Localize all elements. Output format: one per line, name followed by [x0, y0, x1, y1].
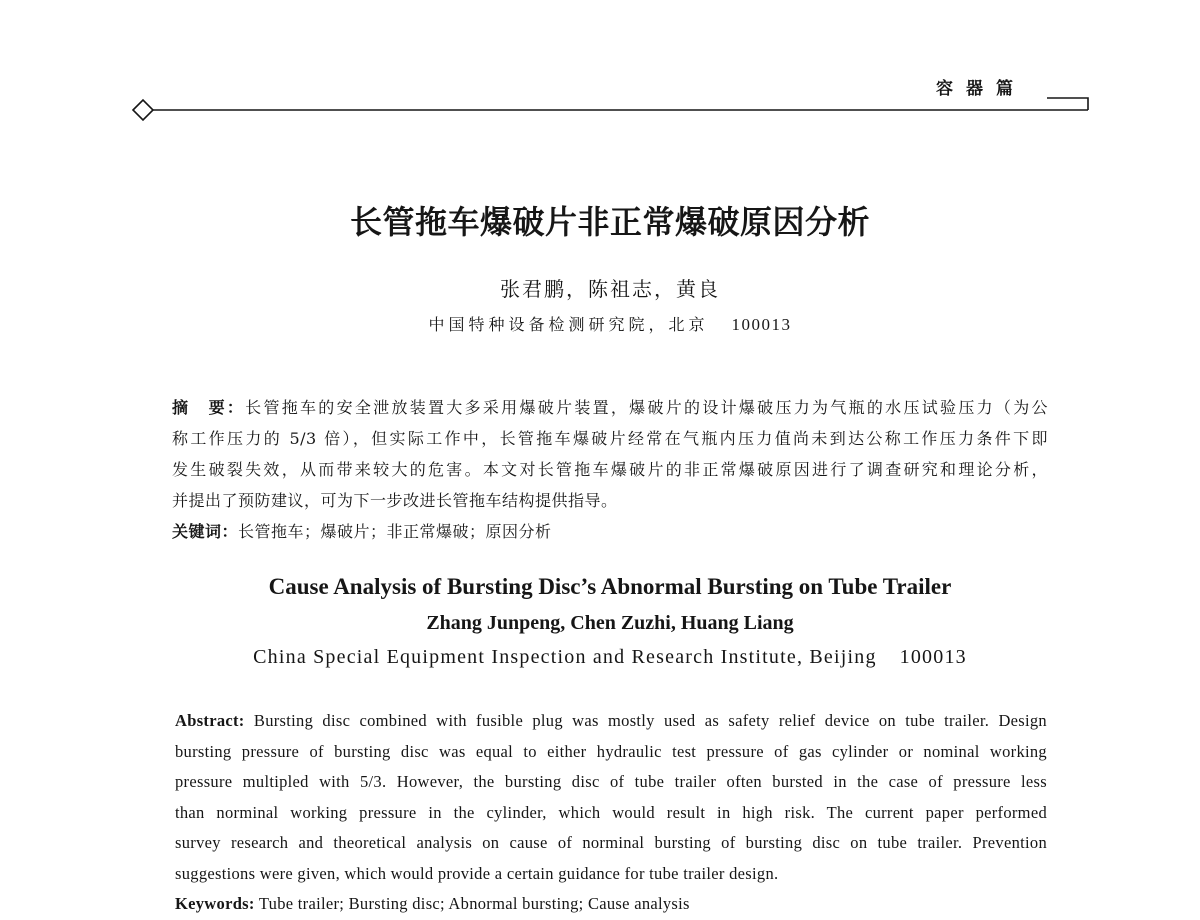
- keywords-cn: [172, 516, 1048, 547]
- keywords-en: [175, 889, 1047, 920]
- affiliation-cn-institute: 中国特种设备检测研究院，北京: [428, 315, 709, 334]
- affiliation-cn-postcode: 100013: [731, 315, 792, 334]
- title-cn: 长管拖车爆破片非正常爆破原因分析: [349, 203, 870, 241]
- section-header: 容器篇: [936, 79, 1026, 99]
- abstract-en: [175, 706, 1047, 920]
- abstract-en-line: bursting pressure of bursting disc was equal to either hydraulic test pressure of gas cylinder or nominal working: [175, 741, 1047, 761]
- abstract-en-line: [175, 706, 1047, 737]
- abstract-cn-text: 长管拖车的安全泄放装置大多采用爆破片装置，爆破片的设计爆破压力为气瓶的水压试验压力（为公: [245, 398, 1048, 417]
- abstract-cn-line: 发生破裂失效，从而带来较大的危害。本文对长管拖车爆破片的非正常爆破原因进行了调查研究和理论分析，: [172, 460, 1048, 479]
- authors-cn: 张君鹏，陈祖志，黄良: [500, 277, 720, 301]
- abstract-cn-line: 称工作压力的 5/3 倍），但实际工作中，长管拖车爆破片经常在气瓶内压力值尚未到达公称工作压力条件下即: [172, 429, 1048, 448]
- abstract-en-line: pressure multipled with 5/3. However, the bursting disc of tube trailer often bursted in the case of pressure less: [175, 772, 1047, 791]
- abstract-en-text: Bursting disc combined with fusible plug was mostly used as safety relief device on tube trailer. Design: [253, 711, 1047, 730]
- abstract-en-line: survey research and theoretical analysis on cause of norminal bursting of bursting disc on tube trailer. Prevention: [175, 833, 1047, 852]
- abstract-cn-label: 摘 要：: [172, 398, 246, 417]
- affiliation-cn: [20, 313, 1200, 337]
- affiliation-en: [20, 644, 1200, 670]
- abstract-cn-line: [172, 392, 1048, 423]
- header-rule: [0, 0, 1200, 130]
- keywords-cn-label: 关键词：: [172, 522, 239, 541]
- abstract-en-label: Abstract:: [175, 711, 245, 730]
- title-en: Cause Analysis of Bursting Disc’s Abnormal Bursting on Tube Trailer: [268, 574, 952, 599]
- affiliation-en-postcode: 100013: [899, 646, 967, 668]
- header-rule-bracket: [1047, 98, 1088, 110]
- authors-en: Zhang Junpeng, Chen Zuzhi, Huang Liang: [426, 612, 794, 634]
- keywords-en-label: Keywords:: [175, 894, 255, 913]
- abstract-cn: [172, 392, 1048, 547]
- affiliation-en-institute: China Special Equipment Inspection and Research Institute, Beijing: [253, 646, 877, 668]
- abstract-en-line: than norminal working pressure in the cylinder, which would result in high risk. The current paper performed: [175, 802, 1047, 822]
- keywords-en-text: Tube trailer; Bursting disc; Abnormal bursting; Cause analysis: [258, 894, 690, 913]
- keywords-cn-text: 长管拖车；爆破片；非正常爆破；原因分析: [238, 522, 552, 541]
- abstract-cn-line: 并提出了预防建议，可为下一步改进长管拖车结构提供指导。: [172, 491, 618, 510]
- diamond-ornament-icon: [133, 100, 153, 120]
- abstract-en-line: suggestions were given, which would provide a certain guidance for tube trailer design.: [175, 863, 779, 883]
